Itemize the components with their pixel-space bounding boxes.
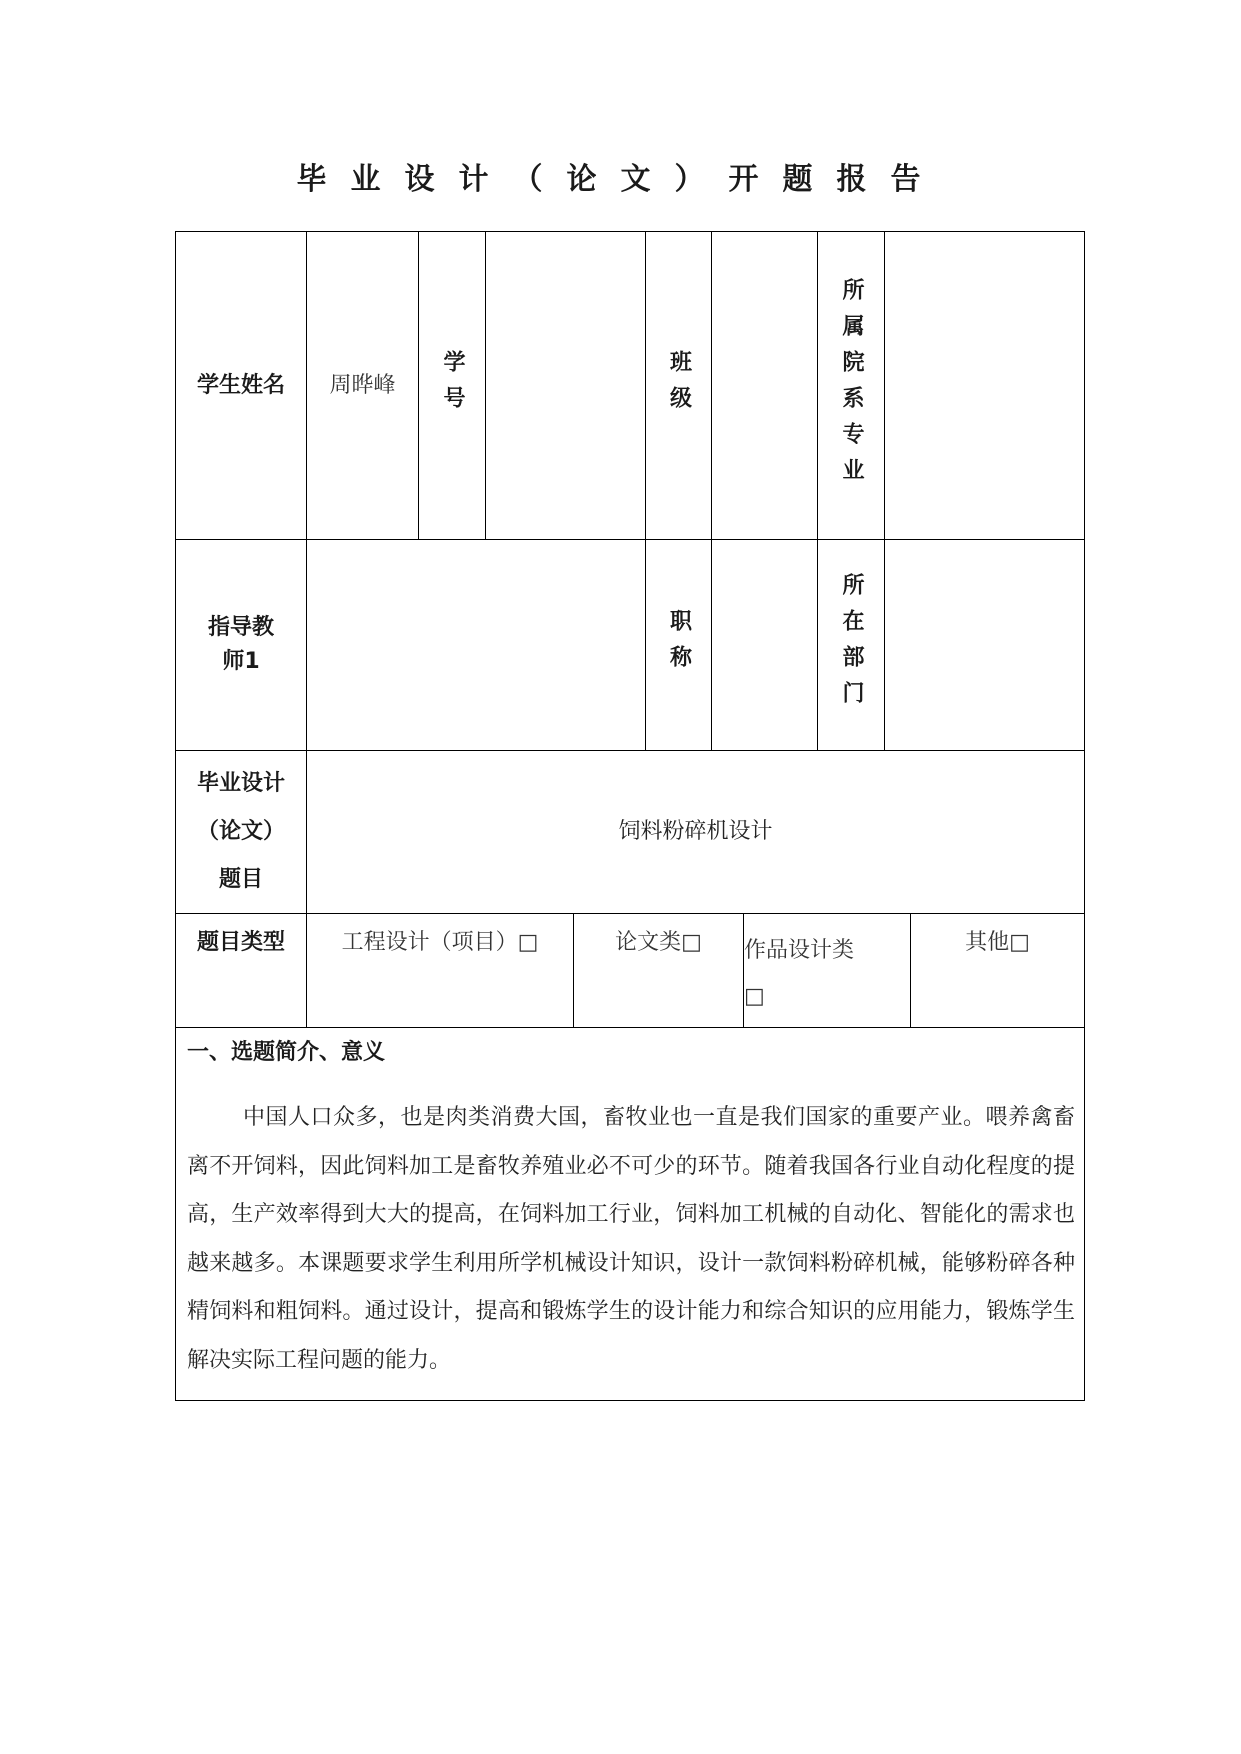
topic-label-line1: 毕业设计 xyxy=(196,771,285,796)
department-label: 所在部门 xyxy=(839,573,864,717)
dept-major-label: 所属院系专业 xyxy=(839,277,864,494)
option-other[interactable]: 其他□ xyxy=(965,930,1030,955)
title-rank-value xyxy=(712,540,817,750)
student-id-label: 学号 xyxy=(440,349,465,422)
option-engineering[interactable]: 工程设计（项目）□ xyxy=(341,930,539,955)
option-works-checkbox[interactable]: □ xyxy=(744,983,765,1009)
student-name-label: 学生姓名 xyxy=(196,372,285,398)
advisor-label: 指导教师1 xyxy=(207,615,274,674)
option-thesis[interactable]: 论文类□ xyxy=(615,930,702,955)
dept-major-value xyxy=(885,232,1084,539)
topic-label-line2: （论文） xyxy=(196,819,285,844)
title-rank-label: 职称 xyxy=(666,609,692,681)
option-works[interactable] xyxy=(744,914,910,1027)
section-heading: 一、选题简介、意义 xyxy=(187,1040,386,1065)
option-works-label: 作品设计类 xyxy=(744,937,855,963)
topic-value: 饲料粉碎机设计 xyxy=(618,819,773,844)
student-name-value: 周晔峰 xyxy=(329,372,396,398)
section-body: 中国人口众多，也是肉类消费大国，畜牧业也一直是我们国家的重要产业。喂养禽畜离不开饲料，因此饲料加工是畜牧养殖业必不可少的环节。随着我国各行业自动化程度的提高，生产效率得到大大的提高，在饲料加工行业，饲料加工机械的自动化、智能化的需求也越来越多。本课题要求学生利用所学机械设计知识，设计一款饲料粉碎机械，能够粉碎各种精饲料和粗饲料。通过设计，提高和锻炼学生的设计能力和综合知识的应用能力，锻炼学生解决实际工程问题的能力。 xyxy=(187,1105,1075,1373)
page-title: 毕业设计（论文）开题报告 xyxy=(296,162,945,197)
department-value xyxy=(885,540,1084,750)
type-label: 题目类型 xyxy=(196,930,285,955)
student-id-value xyxy=(486,232,645,539)
topic-label-line3: 题目 xyxy=(218,867,263,892)
topic-label xyxy=(176,751,306,913)
class-value xyxy=(712,232,817,539)
advisor-value xyxy=(307,540,645,750)
class-label: 班级 xyxy=(666,349,692,422)
